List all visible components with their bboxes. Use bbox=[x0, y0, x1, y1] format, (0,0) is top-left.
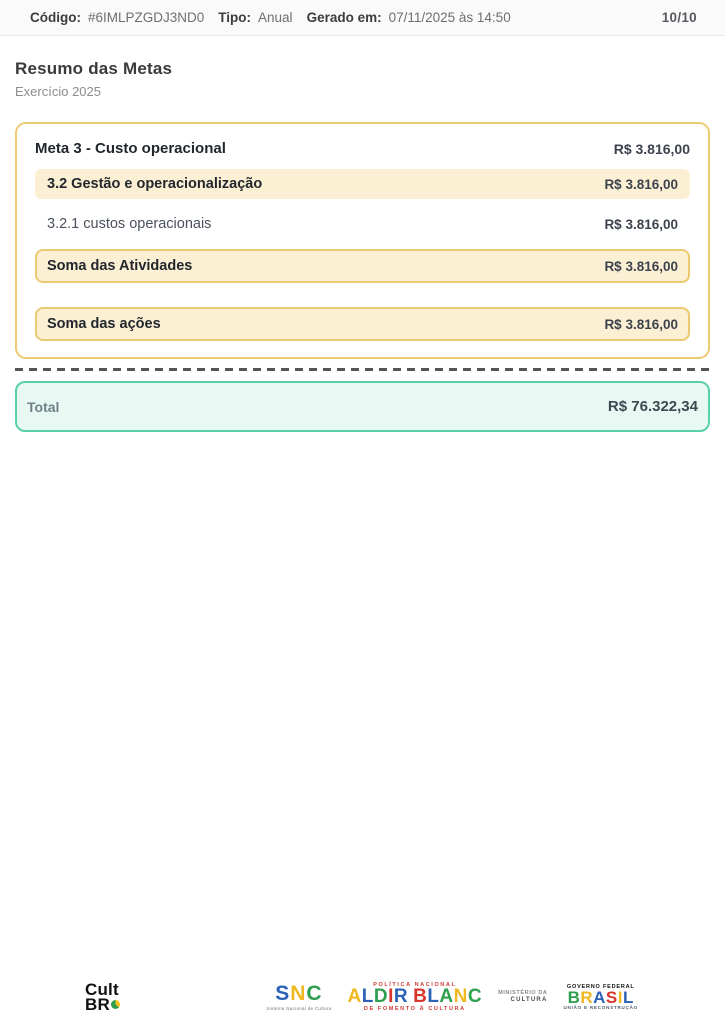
meta-card bbox=[15, 122, 710, 359]
cultbr-logo bbox=[85, 982, 120, 1012]
page-subtitle: Exercício 2025 bbox=[15, 84, 101, 99]
action-value: R$ 3.816,00 bbox=[604, 176, 678, 192]
action-row bbox=[35, 169, 690, 199]
gov-brasil-letters: BRASIL bbox=[567, 988, 634, 1007]
gerado-value: 07/11/2025 às 14:50 bbox=[388, 10, 511, 25]
footer-logo-group bbox=[266, 982, 638, 1012]
actions-sum-label: Soma das ações bbox=[47, 316, 161, 332]
meta-header-row bbox=[35, 140, 692, 157]
meta-total-value: R$ 3.816,00 bbox=[613, 140, 690, 157]
codigo-label: Código: bbox=[30, 10, 81, 25]
gov-top-caption: GOVERNO FEDERAL bbox=[566, 984, 635, 990]
gov-bottom-caption: UNIÃO E RECONSTRUÇÃO bbox=[563, 1005, 638, 1010]
actions-sum-value: R$ 3.816,00 bbox=[604, 316, 678, 332]
grand-total-label: Total bbox=[27, 398, 60, 415]
snc-caption: Sistema Nacional de Cultura bbox=[266, 1005, 332, 1011]
cultbr-line1: Cult bbox=[85, 980, 119, 999]
aldir-blanc-logo bbox=[347, 982, 482, 1012]
aldir-bottom-caption: DE FOMENTO À CULTURA bbox=[363, 1006, 466, 1012]
snc-logo bbox=[266, 981, 332, 1011]
activities-sum-label: Soma das Atividades bbox=[47, 258, 193, 274]
codigo-value: #6IMLPZGDJ3ND0 bbox=[87, 10, 205, 25]
brazil-dot-icon bbox=[111, 1000, 120, 1009]
footer bbox=[0, 982, 725, 1012]
activities-sum-row bbox=[35, 249, 690, 283]
actions-sum-row bbox=[35, 307, 690, 341]
activity-value: R$ 3.816,00 bbox=[604, 216, 678, 232]
dashed-divider bbox=[15, 368, 710, 371]
tipo-label: Tipo: bbox=[218, 10, 252, 25]
aldir-letters: ALDIR BLANC bbox=[347, 986, 483, 1007]
activity-label: 3.2.1 custos operacionais bbox=[47, 216, 212, 232]
grand-total-value: R$ 76.322,34 bbox=[607, 398, 698, 415]
document-meta-bar bbox=[0, 0, 725, 36]
governo-federal-brasil-logo bbox=[563, 984, 638, 1010]
page-indicator: 10/10 bbox=[661, 10, 697, 25]
action-label: 3.2 Gestão e operacionalização bbox=[47, 176, 263, 192]
snc-letters: SNC bbox=[275, 981, 323, 1005]
meta-title: Meta 3 - Custo operacional bbox=[35, 140, 226, 157]
activity-row bbox=[35, 211, 690, 237]
ministerio-cultura-logo: MINISTÉRIO DA CULTURA bbox=[498, 990, 548, 1003]
gerado-label: Gerado em: bbox=[306, 10, 382, 25]
grand-total-row bbox=[15, 381, 710, 432]
page-title: Resumo das Metas bbox=[15, 59, 173, 78]
tipo-value: Anual bbox=[258, 10, 293, 25]
cultbr-line2: BR bbox=[85, 997, 120, 1012]
activities-sum-value: R$ 3.816,00 bbox=[604, 258, 678, 274]
aldir-top-caption: POLÍTICA NACIONAL bbox=[373, 982, 457, 988]
